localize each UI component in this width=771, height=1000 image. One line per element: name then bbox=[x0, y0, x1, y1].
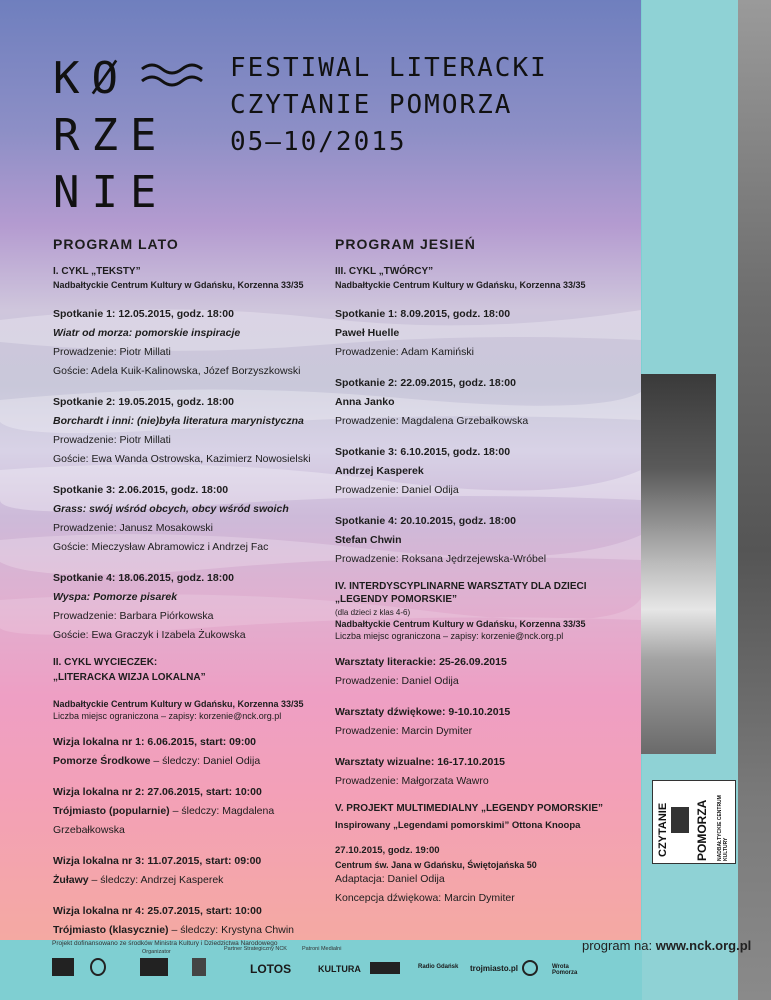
meeting-author: Stefan Chwin bbox=[335, 534, 402, 546]
emblem-logo bbox=[90, 958, 106, 976]
festival-dates: 05—10/2015 bbox=[230, 127, 407, 157]
sound-concept: Koncepcja dźwiękowa: Marcin Dymiter bbox=[335, 892, 515, 904]
meeting-date: Spotkanie 2: 22.09.2015, godz. 18:00 bbox=[335, 377, 516, 389]
adaptation: Adaptacja: Daniel Odija bbox=[335, 873, 445, 885]
logo-line-3: NIE bbox=[53, 167, 169, 218]
tygodnik-logo bbox=[370, 962, 400, 974]
meeting-title: Grass: swój wśród obcych, obcy wśród swoich bbox=[53, 503, 289, 515]
visit-guide: – śledczy: Daniel Odija bbox=[150, 755, 261, 767]
visit bbox=[53, 902, 353, 940]
section-heading: PROGRAM LATO bbox=[53, 236, 179, 252]
meeting-host: Prowadzenie: Adam Kamiński bbox=[335, 346, 474, 358]
meeting-title: Wiatr od morza: pomorskie inspiracje bbox=[53, 327, 241, 339]
meeting bbox=[335, 512, 635, 569]
visit-guide-cont: Grzebałkowska bbox=[53, 824, 125, 836]
age-note: (dla dzieci z klas 4-6) bbox=[335, 608, 411, 617]
cycle-title: II. CYKL WYCIECZEK: bbox=[53, 657, 158, 668]
meeting bbox=[53, 569, 353, 645]
badge-text-c: NADBAŁTYCKIE CENTRUM KULTURY bbox=[717, 795, 729, 861]
meeting-host: Prowadzenie: Piotr Millati bbox=[53, 434, 171, 446]
program-prefix: program na: bbox=[582, 938, 656, 953]
partner-logos bbox=[52, 946, 592, 990]
meeting-author: Anna Janko bbox=[335, 396, 395, 408]
festival-title-line-1: FESTIWAL LITERACKI bbox=[230, 53, 548, 83]
meeting bbox=[53, 481, 353, 557]
workshop-host: Prowadzenie: Daniel Odija bbox=[335, 675, 459, 687]
cycle-subtitle: „LITERACKA WIZJA LOKALNA” bbox=[53, 672, 206, 683]
event-date: 27.10.2015, godz. 19:00 bbox=[335, 845, 440, 856]
lotos-logo: LOTOS bbox=[250, 962, 292, 976]
meeting-host: Prowadzenie: Roksana Jędrzejewska-Wróbel bbox=[335, 553, 547, 565]
cycle-title: I. CYKL „TEKSTY” bbox=[53, 266, 141, 277]
meeting-guests: Goście: Mieczysław Abramowicz i Andrzej Fac bbox=[53, 541, 269, 553]
visit-date: Wizja lokalna nr 3: 11.07.2015, start: 09:00 bbox=[53, 855, 262, 867]
visit-place: Trójmiasto (klasycznie) bbox=[53, 924, 169, 936]
program-url[interactable]: www.nck.org.pl bbox=[655, 938, 752, 953]
wave-icon bbox=[140, 60, 210, 90]
venue: Nadbałtyckie Centrum Kultury w Gdańsku, Korzenna 33/35 bbox=[53, 280, 304, 290]
meeting bbox=[335, 374, 635, 431]
program-link[interactable] bbox=[582, 938, 751, 953]
cycle-title: III. CYKL „TWÓRCY” bbox=[335, 266, 434, 277]
trojmiasto-logo: trojmiasto.pl bbox=[470, 964, 519, 973]
czytanie-pomorza-badge bbox=[652, 780, 736, 864]
visit-place: Trójmiasto (popularnie) bbox=[53, 805, 170, 817]
festival-title bbox=[230, 50, 548, 161]
strategic-label: Partner Strategiczny NCK bbox=[224, 946, 287, 952]
venue: Nadbałtyckie Centrum Kultury w Gdańsku, Korzenna 33/35 bbox=[335, 280, 586, 290]
meeting-date: Spotkanie 1: 12.05.2015, godz. 18:00 bbox=[53, 308, 234, 320]
meeting-guests: Goście: Ewa Graczyk i Izabela Żukowska bbox=[53, 629, 246, 641]
workshop-title: Warsztaty literackie: 25-26.09.2015 bbox=[335, 656, 507, 668]
meeting-author: Andrzej Kasperek bbox=[335, 465, 424, 477]
badge-mark bbox=[671, 807, 689, 833]
organizer-label: Organizator bbox=[142, 949, 171, 955]
cycle-title: IV. INTERDYSCYPLINARNE WARSZTATY DLA DZIECI bbox=[335, 581, 587, 592]
badge-text-b: POMORZA bbox=[695, 799, 709, 861]
meeting-date: Spotkanie 3: 6.10.2015, godz. 18:00 bbox=[335, 446, 511, 458]
section-heading: PROGRAM JESIEŃ bbox=[335, 236, 476, 252]
onet-logo bbox=[522, 960, 538, 976]
workshop bbox=[335, 703, 635, 741]
meeting-date: Spotkanie 2: 19.05.2015, godz. 18:00 bbox=[53, 396, 234, 408]
visit-place: Pomorze Środkowe bbox=[53, 755, 151, 767]
workshop-host: Prowadzenie: Małgorzata Wawro bbox=[335, 775, 489, 787]
signup-note: Liczba miejsc ograniczona – zapisy: korzenie@nck.org.pl bbox=[335, 631, 564, 641]
tvp-kultura-logo: KULTURA bbox=[318, 964, 361, 974]
workshop bbox=[335, 653, 635, 691]
visit bbox=[53, 852, 353, 890]
meeting-author: Paweł Huelle bbox=[335, 327, 400, 339]
meeting-host: Prowadzenie: Barbara Piórkowska bbox=[53, 610, 214, 622]
venue: Nadbałtyckie Centrum Kultury w Gdańsku, Korzenna 33/35 bbox=[335, 619, 586, 629]
visit bbox=[53, 733, 353, 771]
program-autumn bbox=[335, 236, 635, 908]
visit-guide: – śledczy: Andrzej Kasperek bbox=[88, 874, 224, 886]
badge-text-a: CZYTANIE bbox=[657, 802, 669, 857]
cycle-subtitle: Inspirowany „Legendami pomorskimi” Ottona Knoopa bbox=[335, 820, 581, 831]
venue: Centrum św. Jana w Gdańsku, Świętojańska 50 bbox=[335, 860, 537, 870]
meeting-title: Borchardt i inni: (nie)była literatura marynistyczna bbox=[53, 415, 304, 427]
visit-date: Wizja lokalna nr 2: 27.06.2015, start: 10:00 bbox=[53, 786, 262, 798]
radio-gdansk-logo: Radio Gdańsk bbox=[418, 964, 459, 970]
media-label: Patroni Medialni bbox=[302, 946, 342, 952]
workshop-title: Warsztaty wizualne: 16-17.10.2015 bbox=[335, 756, 506, 768]
meeting bbox=[335, 305, 635, 362]
visit-guide: – śledczy: Krystyna Chwin bbox=[168, 924, 295, 936]
meeting-guests: Goście: Ewa Wanda Ostrowska, Kazimierz Nowosielski bbox=[53, 453, 311, 465]
meeting bbox=[53, 305, 353, 381]
logo-line-2: RZE bbox=[53, 110, 169, 161]
visit-guide: – śledczy: Magdalena bbox=[169, 805, 275, 817]
meeting-host: Prowadzenie: Janusz Mosakowski bbox=[53, 522, 213, 534]
meeting-guests: Goście: Adela Kuik-Kalinowska, Józef Borzyszkowski bbox=[53, 365, 301, 377]
meeting-date: Spotkanie 4: 20.10.2015, godz. 18:00 bbox=[335, 515, 516, 527]
visit-date: Wizja lokalna nr 1: 6.06.2015, start: 09:00 bbox=[53, 736, 257, 748]
visit-date: Wizja lokalna nr 4: 25.07.2015, start: 10:00 bbox=[53, 905, 262, 917]
workshop-host: Prowadzenie: Marcin Dymiter bbox=[335, 725, 473, 737]
festival-title-line-2: CZYTANIE POMORZA bbox=[230, 90, 513, 120]
logo-line-1: KØ bbox=[53, 53, 130, 104]
photo-strip bbox=[738, 0, 771, 1000]
meeting-title: Wyspa: Pomorze pisarek bbox=[53, 591, 178, 603]
visit bbox=[53, 783, 353, 840]
workshop-title: Warsztaty dźwiękowe: 9-10.10.2015 bbox=[335, 706, 511, 718]
cycle-title: V. PROJEKT MULTIMEDIALNY „LEGENDY POMORSKIE” bbox=[335, 803, 603, 814]
meeting-date: Spotkanie 3: 2.06.2015, godz. 18:00 bbox=[53, 484, 229, 496]
meeting-host: Prowadzenie: Daniel Odija bbox=[335, 484, 459, 496]
region-logo bbox=[192, 958, 206, 976]
program-summer bbox=[53, 236, 353, 940]
meeting-date: Spotkanie 4: 18.06.2015, godz. 18:00 bbox=[53, 572, 234, 584]
meeting bbox=[53, 393, 353, 469]
workshop bbox=[335, 753, 635, 791]
cycle-subtitle: „LEGENDY POMORSKIE” bbox=[335, 594, 458, 605]
funding-note: Projekt dofinansowano ze środków Ministra Kultury i Dziedzictwa Narodowego bbox=[52, 940, 278, 947]
meeting-date: Spotkanie 1: 8.09.2015, godz. 18:00 bbox=[335, 308, 511, 320]
meeting-host: Prowadzenie: Piotr Millati bbox=[53, 346, 171, 358]
venue: Nadbałtyckie Centrum Kultury w Gdańsku, Korzenna 33/35 bbox=[53, 699, 304, 709]
nck-logo bbox=[140, 958, 168, 976]
meeting bbox=[335, 443, 635, 500]
visit-place: Żuławy bbox=[53, 874, 89, 886]
meeting-host: Prowadzenie: Magdalena Grzebałkowska bbox=[335, 415, 529, 427]
sea-photo bbox=[628, 374, 716, 754]
ministry-logo bbox=[52, 958, 74, 976]
wrota-pomorza-logo: Wrota Pomorza bbox=[552, 964, 578, 976]
signup-note: Liczba miejsc ograniczona – zapisy: korzenie@nck.org.pl bbox=[53, 711, 282, 721]
